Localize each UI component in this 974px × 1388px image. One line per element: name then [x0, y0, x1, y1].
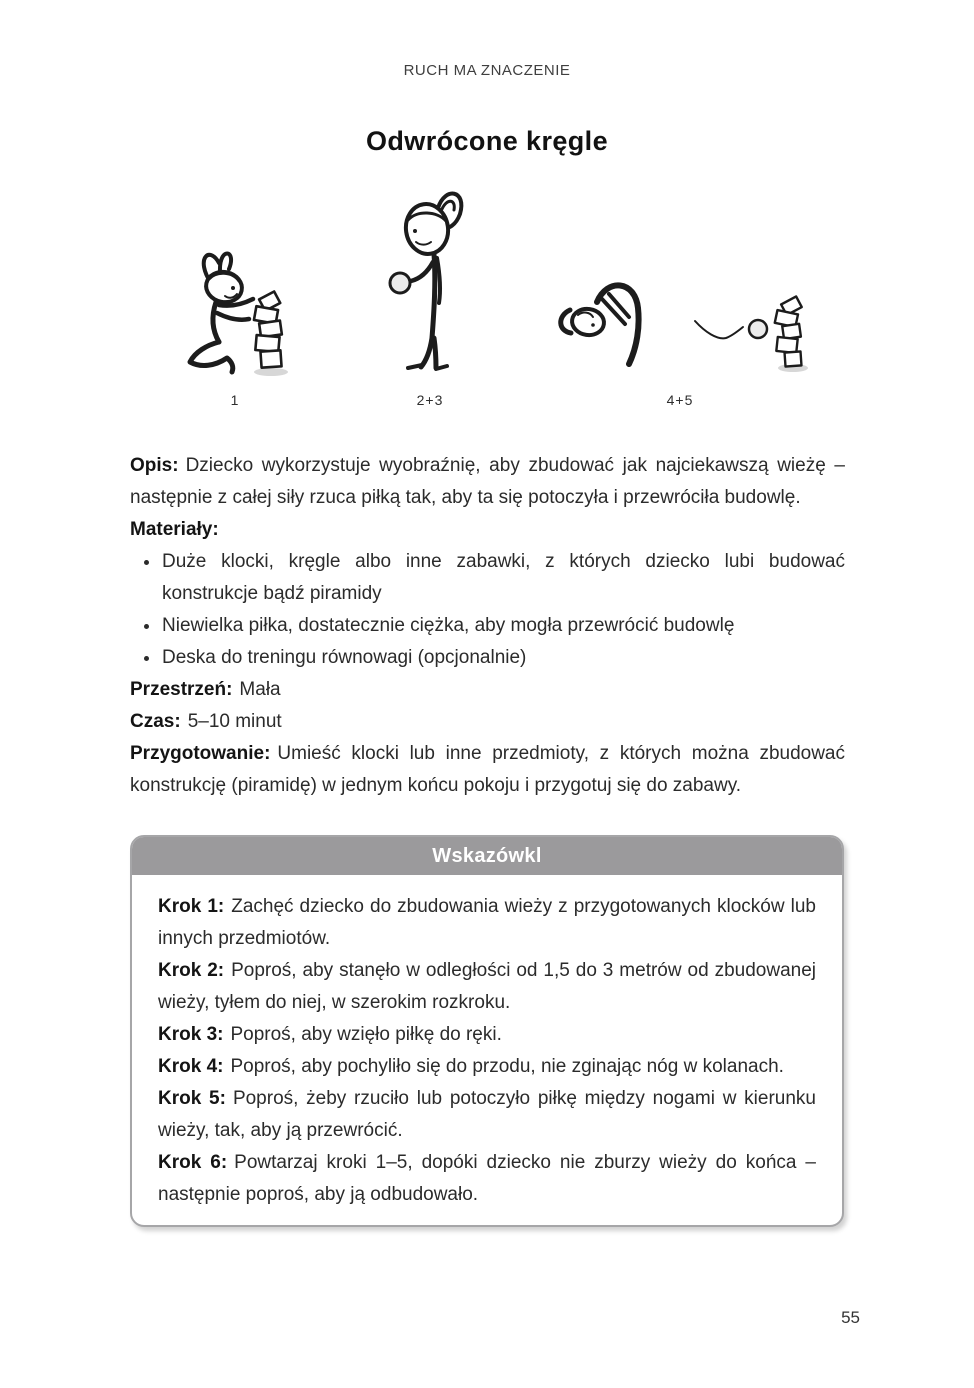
motion-line-icon	[695, 321, 743, 338]
material-item: • Duże klocki, kręgle albo inne zabawki, z których dziecko lubi budować konstrukcje bądź piramidy	[161, 546, 845, 610]
step-label: Krok 4:	[158, 1056, 224, 1077]
step-text: Zachęć dziecko do zbudowania wieży z przygotowanych klocków lub innych przedmiotów.	[158, 896, 816, 949]
description-paragraph	[130, 450, 845, 514]
materials-heading: Materiały:	[130, 519, 219, 540]
figure-caption-3: 4+5	[666, 392, 694, 408]
tips-box-header: Wskazówkl	[132, 837, 842, 875]
block-tower-icon	[254, 291, 288, 376]
materials-list	[130, 546, 845, 674]
step-text: Poproś, aby wzięło piłkę do ręki.	[230, 1024, 502, 1045]
material-item: • Deska do treningu równowagi (opcjonalnie)	[161, 642, 845, 674]
figure-caption-2: 2+3	[416, 392, 444, 408]
step-text: Poproś, żeby rzuciło lub potoczyło piłkę między nogami w kierunku wieży, tak, aby ją przewrócić.	[158, 1088, 816, 1141]
step-paragraph	[158, 1019, 816, 1051]
time-label: Czas:	[130, 711, 181, 732]
running-header: RUCH MA ZNACZENIE	[403, 62, 571, 79]
time-value: 5–10 minut	[187, 711, 282, 732]
step-label: Krok 1:	[158, 896, 225, 917]
tips-box	[130, 835, 844, 1227]
description-text: Dziecko wykorzystuje wyobraźnię, aby zbudować jak najciekawszą wieżę – następnie z całej siły rzuca piłką tak, aby ta się potoczyła i przewróciła budowlę.	[130, 455, 845, 508]
step-text: Powtarzaj kroki 1–5, dopóki dziecko nie zburzy wieży do końca – następnie poproś, aby ją odbudowało.	[158, 1152, 816, 1205]
step-text: Poproś, aby pochyliło się do przodu, nie zginając nóg w kolanach.	[230, 1056, 784, 1077]
rolling-ball-icon	[749, 320, 767, 338]
space-value: Mała	[239, 679, 281, 700]
step-paragraph	[158, 1083, 816, 1147]
material-item: • Niewielka piłka, dostatecznie ciężka, aby mogła przewrócić budowlę	[161, 610, 845, 642]
step-paragraph	[158, 1051, 816, 1083]
block-tower-icon	[775, 296, 808, 372]
space-label: Przestrzeń:	[130, 679, 233, 700]
kneeling-child-building-tower-icon	[175, 245, 295, 395]
body-content	[130, 450, 845, 802]
preparation-label: Przygotowanie:	[130, 743, 271, 764]
step-label: Krok 5:	[158, 1088, 226, 1109]
step-paragraph	[158, 1147, 816, 1211]
page-number: 55	[841, 1308, 860, 1327]
time-row	[130, 706, 845, 738]
preparation-paragraph	[130, 738, 845, 802]
step-label: Krok 2:	[158, 960, 225, 981]
step-paragraph	[158, 891, 816, 955]
standing-child-holding-ball-icon	[375, 190, 485, 385]
step-label: Krok 3:	[158, 1024, 224, 1045]
page-title: Odwrócone kręgle	[366, 126, 608, 156]
bent-child-ball-rolling-to-tower-icon	[545, 272, 815, 377]
step-paragraph	[158, 955, 816, 1019]
tips-box-body	[132, 875, 842, 1225]
ball-icon	[390, 273, 410, 293]
figure-caption-1: 1	[230, 392, 240, 408]
space-row	[130, 674, 845, 706]
description-label: Opis:	[130, 455, 179, 476]
step-label: Krok 6:	[158, 1152, 228, 1173]
preparation-text: Umieść klocki lub inne przedmioty, z których można zbudować konstrukcję (piramidę) w jednym końcu pokoju i przygotuj się do zabawy.	[130, 743, 845, 796]
step-text: Poproś, aby stanęło w odległości od 1,5 do 3 metrów od zbudowanej wieży, tyłem do niej, w szerokim rozkroku.	[158, 960, 816, 1013]
